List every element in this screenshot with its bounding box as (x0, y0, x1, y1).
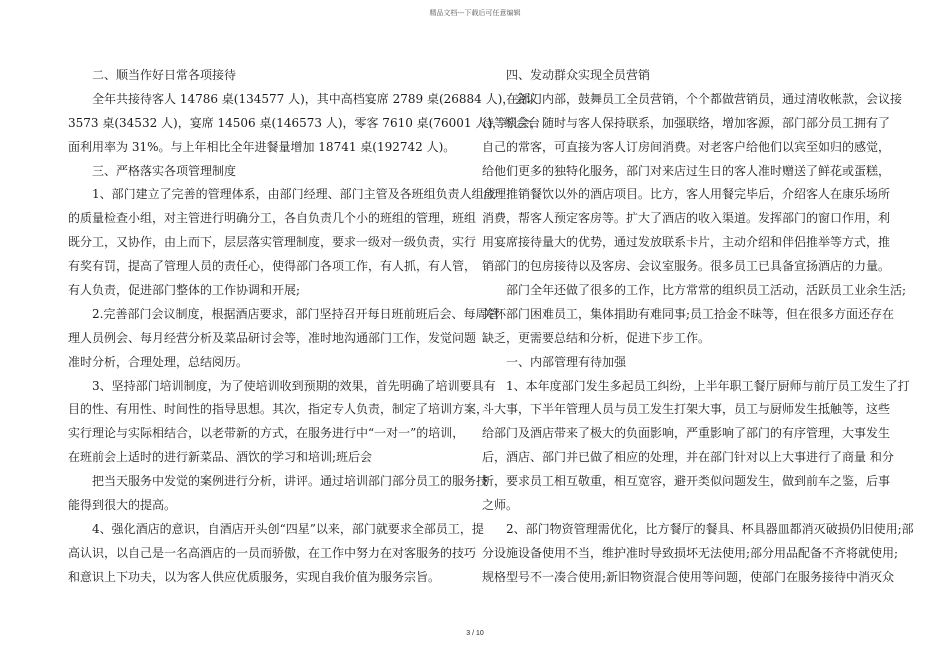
text-line: 消费，帮客人预定客房等。扩大了酒店的收入渠道。发挥部门的窗口作用，利 (482, 211, 891, 226)
text-line: 2、部门物资管理需优化，比方餐厅的餐具、杯具器皿都消灭破损仍旧使用;部 (506, 521, 914, 536)
text-line: 分设施设备使用不当，维护准时导致损坏无法使用;部分用品配备不齐将就使用; (482, 545, 899, 560)
text-line: 用宴席接待量大的优势，通过发放联系卡片，主动介绍和伴侣推举等方式，推 (482, 235, 891, 250)
text-line: 全年共接待客人 14786 桌(134577 人)，其中高档宴席 2789 桌(26884 人)，会议 (92, 91, 539, 106)
text-line: 之师。 (482, 498, 519, 513)
text-line: 3573 桌(34532 人)，宴席 14506 桌(146573 人)，零客 7610 桌(76001 人)，综合台 (68, 115, 541, 130)
text-line: 一、内部管理有待加强 (506, 354, 627, 369)
text-line: 自己的常客，可直接为客人订房间消费。对老客户给他们以宾至如归的感觉， (482, 139, 891, 154)
text-line: 的质量检查小组，对主管进行明确分工，各自负责几个小的班组的管理，班组 (68, 211, 477, 226)
text-line: 能得到很大的提高。 (68, 498, 177, 513)
right-column (482, 64, 914, 590)
text-line: 有奖有罚，提高了管理人员的责任心，使得部门各项工作，有人抓，有人管， (68, 259, 477, 274)
text-line: 斗大事，下半年管理人员与员工发生打架大事，员工与厨师发生抵触等，这些 (482, 402, 891, 417)
text-line: 面利用率为 31%。与上年相比全年进餐量增加 18741 桌(192742 人)。 (68, 139, 456, 154)
text-line: 1、本年度部门发生多起员工纠纷，上半年职工餐厅厨师与前厅员工发生了打 (506, 378, 910, 393)
text-line: 二、顺当作好日常各项接待 (92, 68, 237, 82)
text-line: 给他们更多的独特化服务，部门对来店过生日的客人准时赠送了鲜花或蛋糕， (482, 163, 891, 178)
page-header: 精品文档---下载后可任意编辑 (429, 9, 521, 17)
text-line: 析，要求员工相互敬重，相互宽容，避开类似问题发生，做到前车之鉴，后事 (482, 474, 891, 489)
text-line: 三、严格落实各项管理制度 (92, 163, 237, 178)
text-line: 有人负责，促进部门整体的工作协调和开展; (68, 283, 301, 298)
text-line: 后，酒店、部门并已做了相应的处理，并在部门针对以上大事进行了商量 和分 (482, 450, 894, 465)
text-line: 缺乏，更需要总结和分析，促进下步工作。 (482, 330, 711, 345)
text-line: 和意识上下功夫，以为客人供应优质服务，实现自我价值为服务宗旨。 (68, 569, 441, 584)
text-line: 2.完善部门会议制度，根据酒店要求，部门坚持召开每日班前班后会、每周管 (92, 306, 500, 321)
text-line: 把当天服务中发觉的案例进行分析，讲评。通过培训部门部分员工的服务技 (92, 474, 489, 489)
text-line: 合理推销餐饮以外的酒店项目。比方，客人用餐完毕后，介绍客人在康乐场所 (482, 187, 891, 202)
text-line: 实行理论与实际相结合，以老带新的方式，在服务进行中“一对一”的培训， (68, 426, 465, 441)
text-line: 目的性、有用性、时间性的指导思想。其次，指定专人负责，制定了培训方案， (68, 402, 489, 417)
text-line: 在部门内部，鼓舞员工全员营销，个个都做营销员，通过清收帐款，会议接 (506, 91, 903, 106)
text-line: 3、坚持部门培训制度，为了使培训收到预期的效果，首先明确了培训要具有 (92, 378, 496, 393)
text-line: 在班前会上适时的进行新菜品、酒饮的学习和培训;班后会 (68, 450, 373, 465)
text-line: 给部门及酒店带来了极大的负面影响，严重影响了部门的有序管理，大事发生 (482, 426, 891, 441)
text-line: 待等机会，随时与客人保持联系，加强联络，增加客源，部门部分员工拥有了 (482, 115, 891, 130)
text-line: 四、发动群众实现全员营销 (506, 68, 651, 82)
text-line: 理人员例会、每月经营分析及菜品研讨会等，准时地沟通部门工作，发觉问题 (68, 330, 477, 345)
page-number: 3 / 10 (466, 630, 484, 637)
text-line: 既分工，又协作，由上而下，层层落实管理制度，要求一级对一级负责，实行 (68, 235, 477, 250)
text-line: 1、部门建立了完善的管理体系，由部门经理、部门主管及各班组负责人组成 (92, 187, 496, 202)
text-line: 4、强化酒店的意识，自酒店开头创“四星”以来，部门就要求全部员工，提 (92, 521, 484, 536)
text-line: 准时分析，合理处理，总结阅历。 (68, 354, 249, 369)
text-line: 高认识，以自己是一名高酒店的一员而骄傲，在工作中努力在对客服务的技巧 (68, 545, 477, 560)
text-line: 销部门的包房接待以及客房、会议室服务。很多员工已具备宣扬酒店的力量。 (482, 259, 891, 274)
text-line: 关怀部门困难员工，集体捐助有难同事;员工拾金不昧等，但在很多方面还存在 (482, 306, 895, 321)
text-line: 规格型号不一凑合使用;新旧物资混合使用等问题，使部门在服务接待中消灭众 (482, 569, 895, 584)
text-line: 部门全年还做了很多的工作，比方常常的组织员工活动，活跃员工业余生活; (506, 283, 907, 298)
